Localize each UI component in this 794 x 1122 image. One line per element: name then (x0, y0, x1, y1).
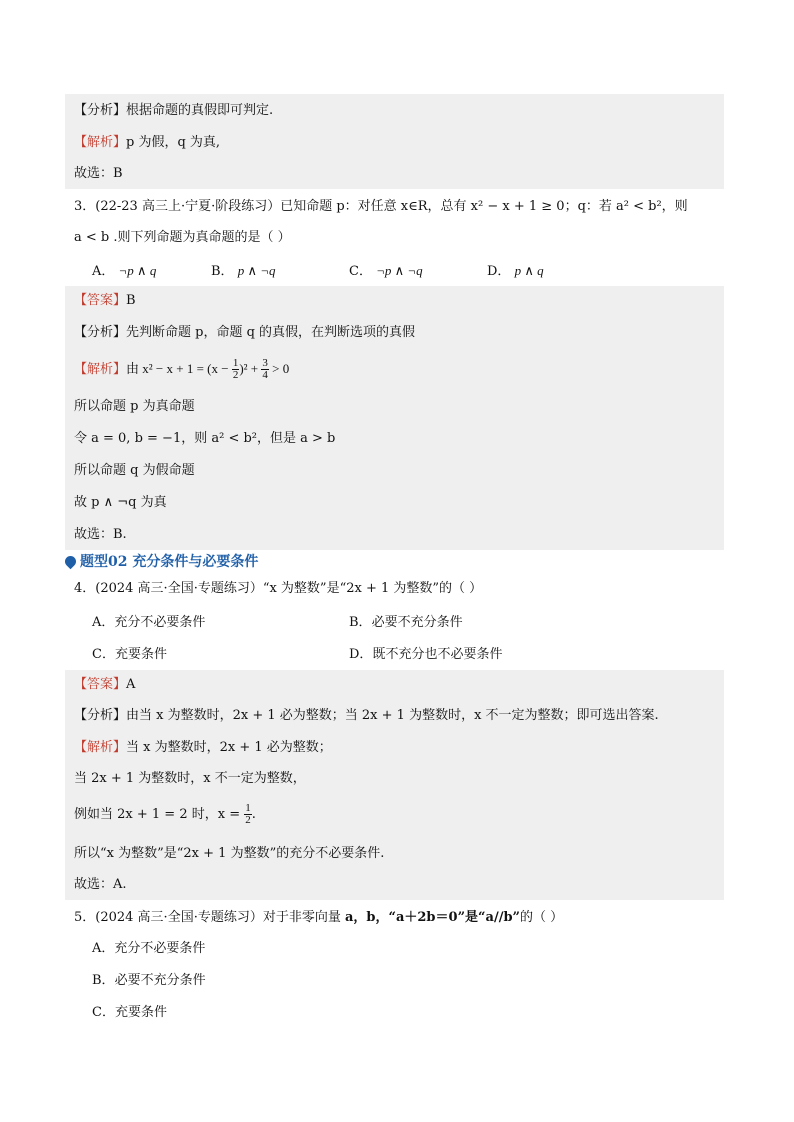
q3-stem-line1: 3．(22-23 高三上·宁夏·阶段练习）已知命题 p：对任意 x∈R，总有 x² − x + 1 ≥ 0；q：若 a² < b²，则 (74, 199, 688, 214)
q3-answer-line (74, 292, 136, 310)
q4-option-c: C．充要条件 (92, 647, 167, 662)
answer-value: A (126, 677, 136, 692)
analysis-line (74, 102, 273, 120)
q4-option-b: B．必要不充分条件 (349, 615, 463, 630)
q4-choice: 故选：A. (74, 877, 127, 892)
q4-answer-line (74, 676, 135, 694)
q3-solution-line: 【解析】由 x² − x + 1 = (x − $\frac{1}{2}$ )² + $\frac{3}{4}$ > 0 (74, 357, 290, 381)
q4-stem: 4．(2024 高三·全国·专题练习）“x 为整数”是“2x + 1 为整数”的（ ） (74, 581, 483, 596)
solution-text: 当 x 为整数时，2x + 1 必为整数； (126, 740, 332, 755)
q4-solution-line (74, 739, 332, 757)
q5-option-b: B．必要不充分条件 (92, 973, 206, 988)
answer-tag: 【答案】 (74, 293, 127, 308)
location-pin-icon (63, 554, 79, 570)
q4-step2: 例如当 2x + 1 = 2 时，x = $\frac{1}{2}$ . (74, 802, 256, 826)
q3-analysis-line (74, 324, 415, 342)
section-heading (65, 553, 258, 571)
q5-option-c: C．充要条件 (92, 1005, 167, 1020)
solution-text: p 为假，q 为真, (126, 135, 221, 150)
fraction: $\frac{1}{2}$ (245, 802, 251, 826)
q3-option-d: D． p ∧ q (487, 263, 544, 279)
solution-tag: 【解析】 (74, 135, 127, 150)
q4-step3: 所以“x 为整数”是“2x + 1 为整数”的充分不必要条件. (74, 846, 385, 861)
analysis-tag: 【分析】 (74, 708, 127, 723)
analysis-tag: 【分析】 (74, 103, 127, 118)
q5-stem: 5．(2024 高三·全国·专题练习）对于非零向量 a，b，“a＋2b＝0”是“a//b”的（ ） (74, 910, 564, 925)
q4-step1: 当 2x + 1 为整数时，x 不一定为整数， (74, 771, 306, 786)
fraction: $\frac{3}{4}$ (262, 357, 268, 381)
q3-option-a: A． ¬p ∧ q (92, 263, 157, 279)
q4-option-d: D．既不充分也不必要条件 (349, 647, 503, 662)
q3-step4: 故 p ∧ ¬q 为真 (74, 495, 167, 510)
solution-tag: 【解析】 (74, 740, 127, 755)
analysis-tag: 【分析】 (74, 325, 127, 340)
q3-option-c: C． ¬p ∧ ¬q (349, 263, 423, 279)
q3-step1: 所以命题 p 为真命题 (74, 399, 195, 414)
solution-tag: 【解析】 (74, 362, 127, 377)
q3-step2: 令 a = 0, b = −1，则 a² < b²，但是 a > b (74, 431, 336, 446)
analysis-text: 根据命题的真假即可判定. (126, 103, 274, 118)
analysis-text: 先判断命题 p，命题 q 的真假，在判断选项的真假 (126, 325, 416, 340)
answer-tag: 【答案】 (74, 677, 127, 692)
q5-option-a: A．充分不必要条件 (92, 941, 206, 956)
solution-line (74, 134, 220, 152)
q4-option-a: A．充分不必要条件 (92, 615, 206, 630)
analysis-text: 由当 x 为整数时，2x + 1 必为整数；当 2x + 1 为整数时，x 不一定为整数；即可选出答案. (126, 708, 659, 723)
fraction: $\frac{1}{2}$ (232, 357, 239, 381)
q3-step3: 所以命题 q 为假命题 (74, 463, 195, 478)
section-title: 题型02 充分条件与必要条件 (80, 554, 259, 570)
answer-value: B (126, 293, 136, 308)
choice-line: 故选：B (74, 166, 123, 181)
q3-choice: 故选：B. (74, 527, 127, 542)
q3-stem-line2: a < b .则下列命题为真命题的是（ ） (74, 230, 291, 245)
q4-analysis-line (74, 707, 659, 725)
q3-option-b: B． p ∧ ¬q (211, 263, 276, 279)
